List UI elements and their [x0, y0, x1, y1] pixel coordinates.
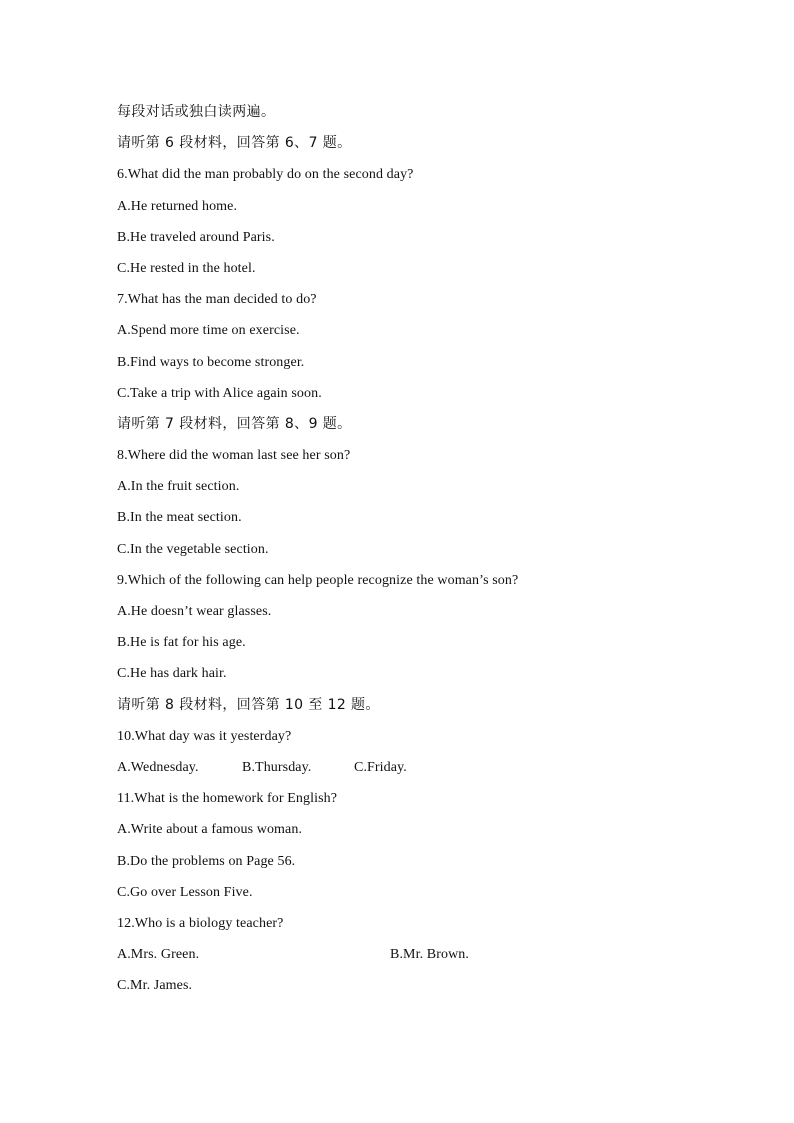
- question-7-option-b: B.Find ways to become stronger.: [117, 354, 305, 370]
- question-11: 11.What is the homework for English?: [117, 791, 338, 807]
- question-11-option-a: A.Write about a famous woman.: [117, 822, 303, 838]
- question-9: 9.Which of the following can help people recognize the woman’s son?: [117, 572, 519, 588]
- document-content: [117, 97, 717, 1001]
- question-6-option-c: C.He rested in the hotel.: [117, 260, 256, 276]
- question-6-option-a: A.He returned home.: [117, 198, 238, 214]
- question-7-option-a: A.Spend more time on exercise.: [117, 323, 300, 339]
- question-7: 7.What has the man decided to do?: [117, 292, 317, 308]
- question-12-option-b: B.Mr. Brown.: [390, 947, 469, 963]
- question-8-option-c: C.In the vegetable section.: [117, 541, 269, 557]
- question-8: 8.Where did the woman last see her son?: [117, 448, 351, 464]
- intro-instruction: 每段对话或独白读两遍。: [117, 104, 276, 120]
- question-12: 12.Who is a biology teacher?: [117, 915, 284, 931]
- question-8-option-b: B.In the meat section.: [117, 510, 242, 526]
- question-9-option-a: A.He doesn’t wear glasses.: [117, 604, 272, 619]
- question-12-options-ab: [117, 939, 717, 970]
- question-11-option-c: C.Go over Lesson Five.: [117, 884, 253, 900]
- section-6-heading: 请听第 6 段材料，回答第 6、7 题。: [117, 135, 352, 152]
- question-8-option-a: A.In the fruit section.: [117, 479, 240, 495]
- question-10: 10.What day was it yesterday?: [117, 728, 292, 744]
- question-9-option-b: B.He is fat for his age.: [117, 635, 246, 651]
- question-10-options: [117, 752, 717, 783]
- section-8-heading: 请听第 8 段材料，回答第 10 至 12 题。: [117, 696, 380, 713]
- question-11-option-b: B.Do the problems on Page 56.: [117, 853, 296, 869]
- question-6-option-b: B.He traveled around Paris.: [117, 229, 275, 245]
- question-6: 6.What did the man probably do on the second day?: [117, 167, 414, 183]
- question-12-option-c: C.Mr. James.: [117, 978, 193, 994]
- question-10-option-b: B.Thursday.: [242, 759, 312, 775]
- section-7-heading: 请听第 7 段材料，回答第 8、9 题。: [117, 415, 352, 432]
- question-9-option-c: C.He has dark hair.: [117, 666, 227, 682]
- question-12-option-a: A.Mrs. Green.: [117, 947, 200, 963]
- question-10-option-a: A.Wednesday.: [117, 759, 199, 775]
- question-10-option-c: C.Friday.: [354, 759, 407, 775]
- question-7-option-c: C.Take a trip with Alice again soon.: [117, 385, 322, 401]
